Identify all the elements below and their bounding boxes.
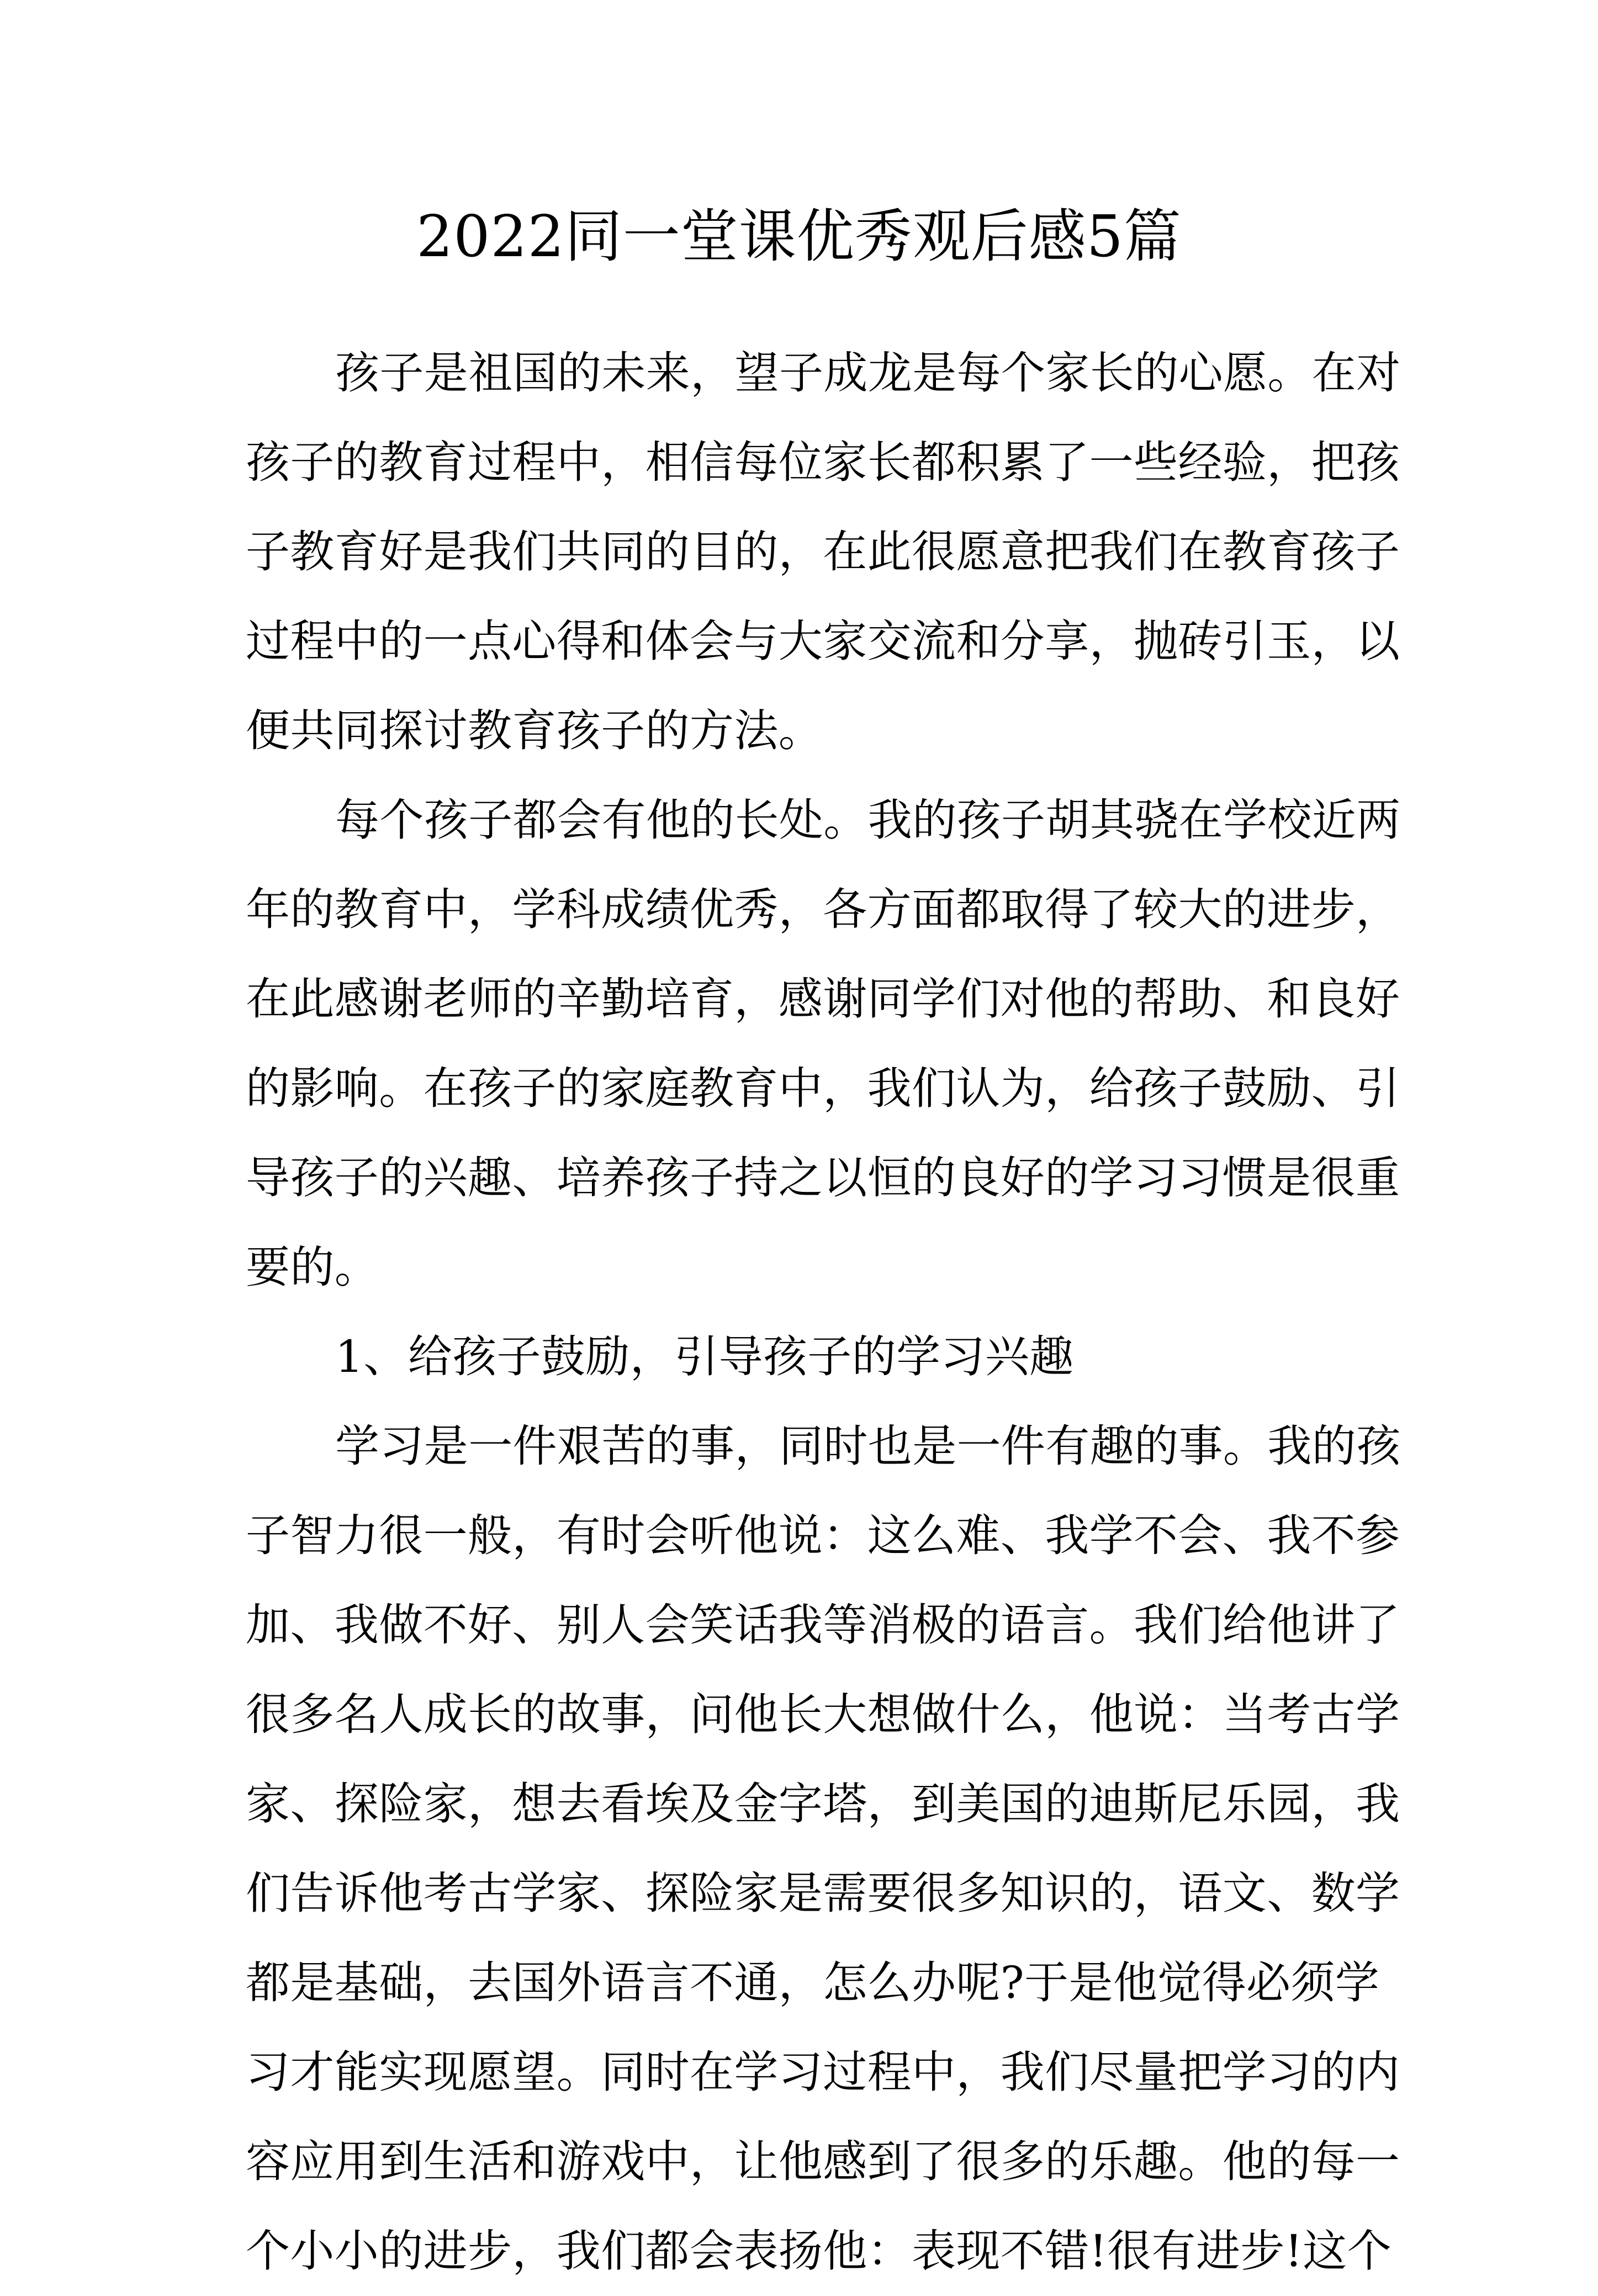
document-body (246, 328, 1401, 2296)
paragraph-line: 们告诉他考古学家、探险家是需要很多知识的，语文、数学 (246, 1868, 1400, 1919)
paragraph-line: 很多名人成长的故事，问他长大想做什么，他说：当考古学 (246, 1689, 1400, 1740)
paragraph-line: 的影响。在孩子的家庭教育中，我们认为，给孩子鼓励、引 (246, 1063, 1400, 1114)
paragraph-line: 加、我做不好、别人会笑话我等消极的语言。我们给他讲了 (246, 1599, 1400, 1651)
paragraph-line: 子教育好是我们共同的目的，在此很愿意把我们在教育孩子 (246, 526, 1400, 577)
paragraph-line: 过程中的一点心得和体会与大家交流和分享，抛砖引玉，以 (246, 616, 1400, 667)
paragraph-line: 孩子是祖国的未来，望子成龙是每个家长的心愿。在对 (335, 347, 1401, 399)
paragraph-line: 习才能实现愿望。同时在学习过程中，我们尽量把学习的内 (246, 2046, 1400, 2098)
document-title: 2022同一堂课优秀观后感5篇 (416, 203, 1182, 270)
paragraph-line: 家、探险家，想去看埃及金字塔，到美国的迪斯尼乐园，我 (246, 1778, 1400, 1830)
paragraph-line: 要的。 (246, 1242, 379, 1293)
paragraph-line: 导孩子的兴趣、培养孩子持之以恒的良好的学习习惯是很重 (246, 1152, 1400, 1203)
paragraph-line: 个小小的进步，我们都会表扬他：表现不错!很有进步!这个 (246, 2225, 1392, 2277)
paragraph-line: 孩子的教育过程中，相信每位家长都积累了一些经验，把孩 (246, 437, 1400, 488)
paragraph-line: 容应用到生活和游戏中，让他感到了很多的乐趣。他的每一 (246, 2136, 1400, 2187)
paragraph-line: 便共同探讨教育孩子的方法。 (246, 705, 823, 756)
paragraph-line: 学习是一件艰苦的事，同时也是一件有趣的事。我的孩 (335, 1420, 1401, 1472)
paragraph-line: 在此感谢老师的辛勤培育，感谢同学们对他的帮助、和良好 (246, 973, 1400, 1025)
paragraph-line: 每个孩子都会有他的长处。我的孩子胡其骁在学校近两 (335, 794, 1401, 846)
paragraph-line: 年的教育中，学科成绩优秀，各方面都取得了较大的进步， (246, 884, 1400, 935)
paragraph-line: 子智力很一般，有时会听他说：这么难、我学不会、我不参 (246, 1510, 1400, 1561)
section-heading: 1、给孩子鼓励，引导孩子的学习兴趣 (335, 1331, 1074, 1382)
paragraph-line: 都是基础，去国外语言不通，怎么办呢?于是他觉得必须学 (246, 1957, 1380, 2008)
